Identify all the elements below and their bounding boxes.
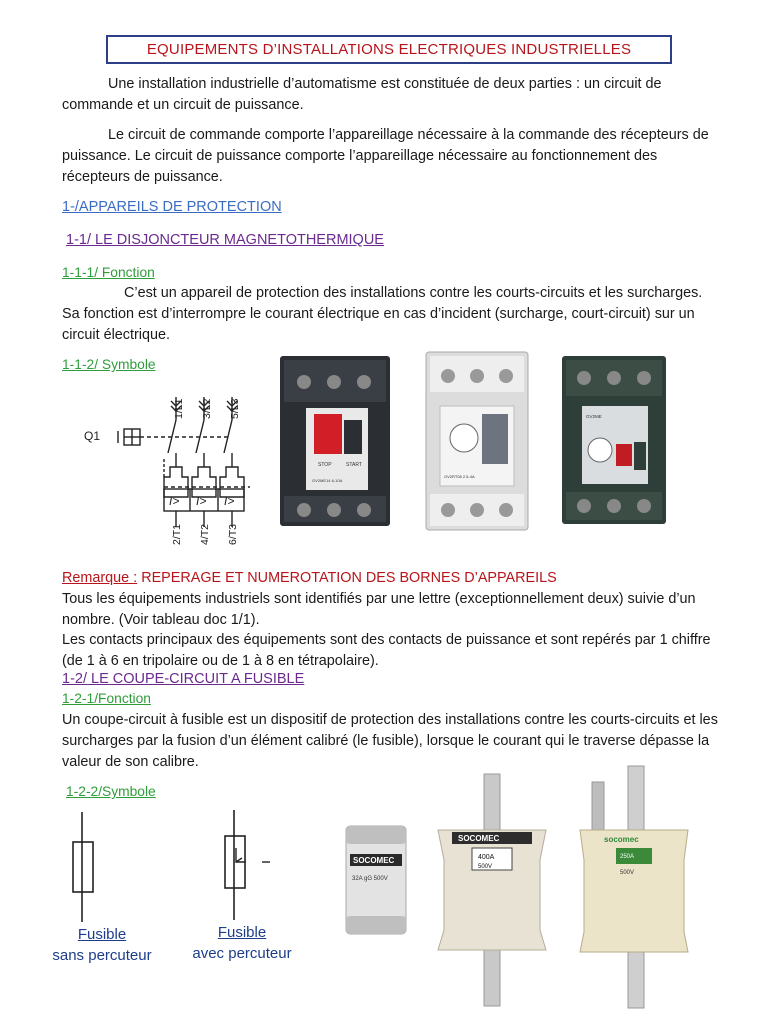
remarque-heading: Remarque : REPERAGE ET NUMEROTATION DES BORNES D’APPAREILS [62,570,557,586]
symbol-label-6t3: 6/T3 [227,523,239,545]
fonction-text-111: C’est un appareil de protection des installations contre les courts-circuits et les surcharges. Sa fonction est d’interrompre le courant électrique en cas d’incident (surcharge, court-circuit) sur un circuit électrique. [62,285,703,343]
symbol-label-2t1: 2/T1 [171,523,183,545]
symbol-relay-3: I> [224,494,235,508]
remarque-text-2: Les contacts principaux des équipements sont des contacts de puissance et sont repérés par 1 chiffre (de 1 à 6 en tripolaire ou de 1 à 8 en tétrapolaire). [62,632,711,669]
symbol-label-q1: Q1 [84,429,101,443]
fuse2-rating-text: 400A [478,854,495,861]
section-heading-protection: 1-/APPAREILS DE PROTECTION [62,199,282,215]
heading-fonction-111: 1-1-1/ Fonction [62,265,155,280]
symbol-label-4t2: 4/T2 [199,523,211,545]
subsection-heading-disjoncteur: 1-1/ LE DISJONCTEUR MAGNETOTHERMIQUE [66,232,384,248]
fuse2-brand-text: SOCOMEC [458,834,500,843]
breaker1-stop-text: STOP [318,462,332,468]
disjoncteur-symbol-icon [80,375,275,550]
breaker1-model-text: GV2ME14 6-10A [312,478,343,483]
fuse3-brand-text: socomec [604,835,639,844]
breaker-photo-2 [422,348,532,534]
symbol-relay-2: I> [196,494,207,508]
subsection-heading-fusible: 1-2/ LE COUPE-CIRCUIT A FUSIBLE [62,671,305,687]
fuse1-brand-text: SOCOMEC [353,856,395,865]
symbol-relay-1: I> [169,494,180,508]
symbol-label-3l2: 3/L2 [201,398,213,419]
breaker-photo-1 [276,350,394,530]
fuse-striker-symbol-icon [210,810,280,922]
fuse-knife-photo-1 [428,770,556,1010]
fuse3-rating-text: 250A [620,854,635,860]
fuse-knife-photo-2 [572,762,696,1012]
remarque-text-1: Tous les équipements industriels sont identifiés par une lettre (exceptionnellement deux) suivie d’un nombre. (Voir tableau doc 1/1). [62,591,696,628]
breaker2-model-text: GV2RT08 2.5-4A [444,474,475,479]
symbol-label-5l3: 5/L3 [229,398,241,419]
fuse2-volt-text: 500V [478,864,493,870]
heading-symbole-122: 1-2-2/Symbole [66,784,156,799]
breaker3-model-text: GV2ME [586,414,602,419]
heading-fonction-121: 1-2-1/Fonction [62,691,151,706]
intro-paragraph-2: Le circuit de commande comporte l’appareillage nécessaire à la commande des récepteurs de puissance. Le circuit de puissance comporte l’appareillage nécessaire au fonctionnement des récepteurs de puissance. [62,127,709,185]
fuse-cartridge-photo [340,820,412,940]
caption-fusible-avec-percuteur: Fusible avec percuteur [192,924,292,962]
breaker1-start-text: START [346,462,362,468]
fonction-text-121: Un coupe-circuit à fusible est un dispositif de protection des installations contre les courts-circuits et les surcharges par la fusion d’un élément calibré (le fusible), lorsque le courant qui le traverse dépasse la valeur de son calibre. [62,712,718,770]
breaker-photo-3 [558,352,670,528]
fuse3-volt-text: 500V [620,870,635,876]
symbol-label-1l1: 1/L1 [173,398,185,419]
fuse-symbol-icon [62,812,107,924]
fuse1-spec-text: 32A gG 500V [352,876,388,882]
caption-fusible-sans-percuteur: Fusible sans percuteur [52,926,152,964]
page-title: EQUIPEMENTS D’INSTALLATIONS ELECTRIQUES INDUSTRIELLES [106,35,672,64]
heading-symbole-112: 1-1-2/ Symbole [62,357,156,372]
intro-paragraph-1: Une installation industrielle d’automatisme est constituée de deux parties : un circuit de commande et un circuit de puissance. [62,76,662,113]
